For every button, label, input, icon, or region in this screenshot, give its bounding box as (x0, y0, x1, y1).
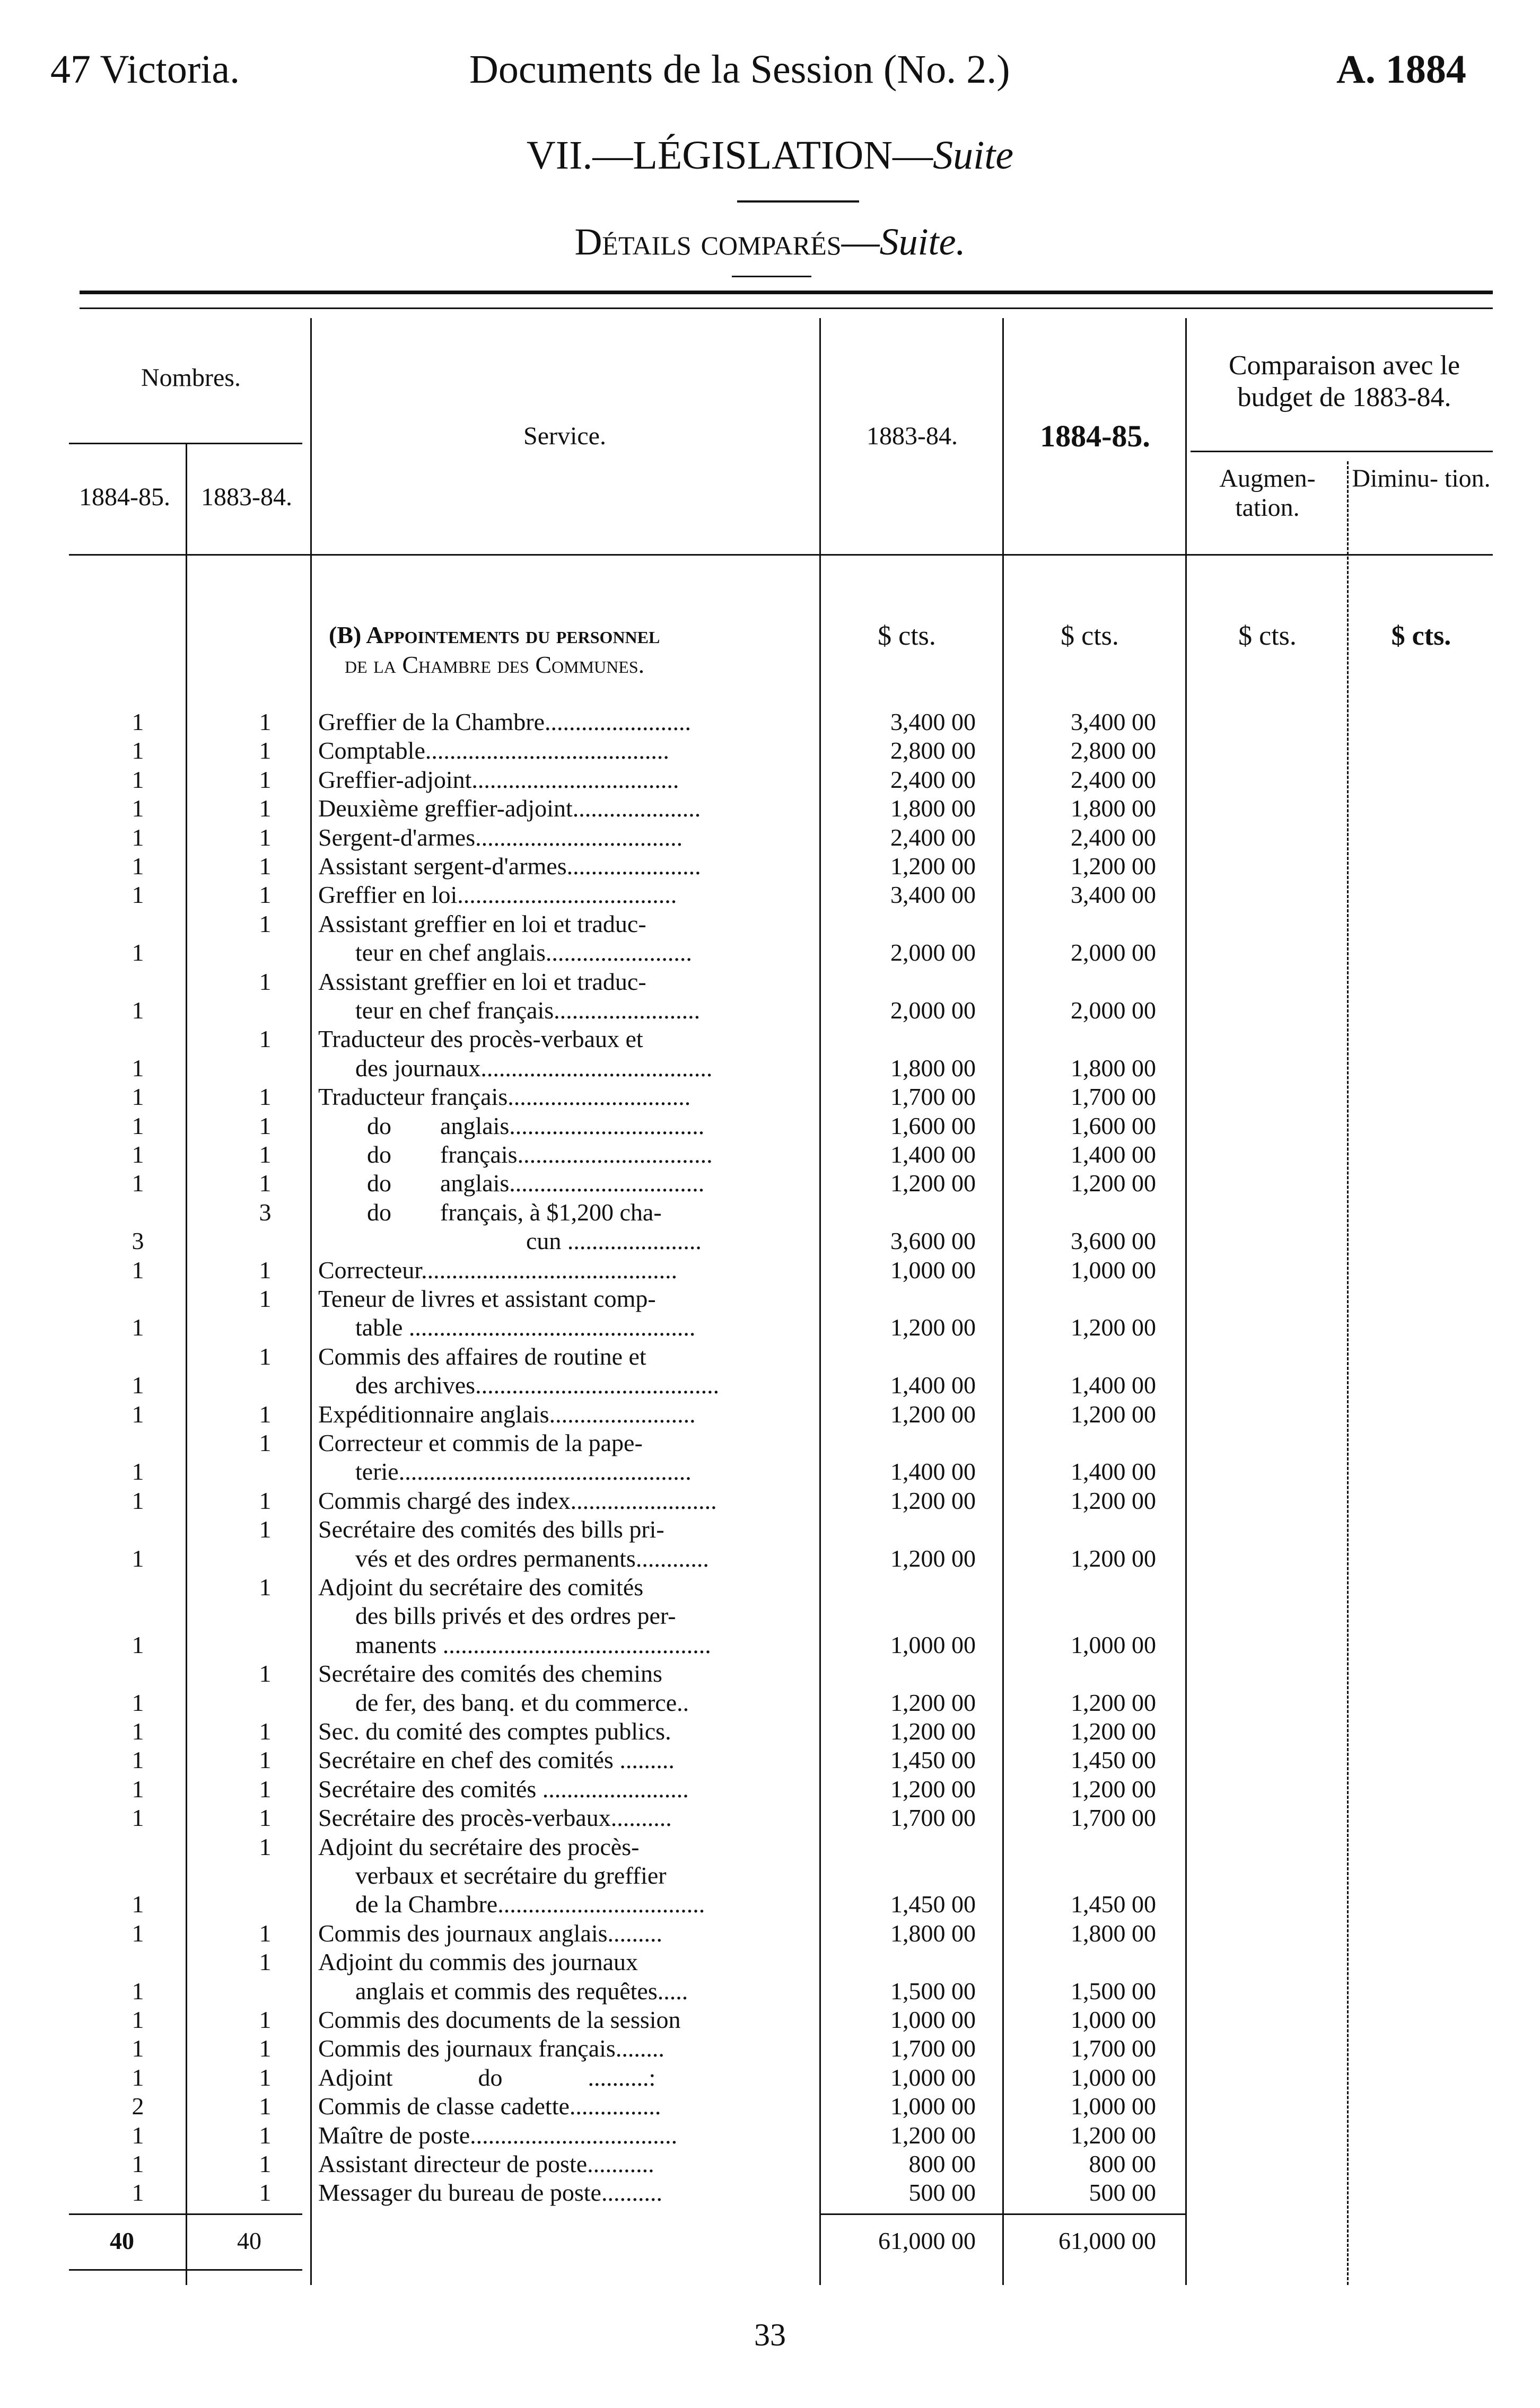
nombre-1883-84: 1 (259, 2006, 272, 2033)
amount-1884-85: 1,200 00 (1071, 1487, 1156, 1514)
table-top-rule (80, 291, 1493, 294)
service-label: Commis des journaux anglais......... (318, 1919, 663, 1947)
amount-1883-84: 2,400 00 (890, 823, 976, 851)
service-label: Assistant greffier en loi et traduc- (318, 910, 646, 937)
nombre-1884-85: 1 (132, 1141, 144, 1168)
nombre-1884-85: 1 (132, 1372, 144, 1399)
header-session-year: 47 Victoria. (50, 47, 240, 92)
service-label: Greffier-adjoint.................................. (318, 766, 679, 793)
unit-1883: $ cts. (878, 621, 936, 651)
comparaison-rule (1191, 451, 1493, 452)
amount-1883-84: 1,700 00 (890, 1083, 976, 1111)
amount-1884-85: 2,400 00 (1071, 766, 1156, 793)
col-nombres-1884: 1884-85. (79, 483, 170, 511)
service-label: Correcteur.......................................... (318, 1256, 678, 1284)
nombre-1883-84: 1 (259, 1083, 272, 1111)
nombre-1884-85: 1 (132, 1112, 144, 1139)
nombre-1884-85: 3 (132, 1227, 144, 1255)
amount-1883-84: 1,400 00 (890, 1141, 976, 1168)
service-label: Adjoint du commis des journaux (318, 1948, 638, 1976)
unit-augmentation: $ cts. (1238, 621, 1297, 651)
col-nombres-1883: 1883-84. (201, 483, 292, 511)
amount-1884-85: 1,400 00 (1071, 1458, 1156, 1486)
header-bottom-rule (69, 554, 1493, 556)
nombre-1883-84: 1 (259, 1429, 272, 1456)
amount-1883-84: 1,700 00 (890, 2035, 976, 2062)
nombre-1883-84: 1 (259, 968, 272, 995)
service-label: Assistant greffier en loi et traduc- (318, 968, 646, 995)
amount-1884-85: 1,450 00 (1071, 1891, 1156, 1918)
service-label: Maître de poste.................................. (318, 2121, 678, 2149)
total-nombres-1883: 40 (237, 2227, 261, 2254)
amount-1884-85: 3,600 00 (1071, 1227, 1156, 1255)
amount-1883-84: 3,600 00 (890, 1227, 976, 1255)
nombre-1883-84: 1 (259, 1718, 272, 1745)
nombre-1883-84: 1 (259, 708, 272, 735)
col-diminution: Diminu- tion. (1352, 464, 1491, 493)
nombre-1884-85: 1 (132, 881, 144, 909)
nombre-1883-84: 1 (259, 1487, 272, 1514)
nombre-1884-85: 1 (132, 1487, 144, 1514)
amount-1883-84: 1,200 00 (890, 1400, 976, 1428)
amount-1884-85: 3,400 00 (1071, 708, 1156, 735)
unit-1884: $ cts. (1061, 621, 1119, 651)
service-label: do français................................ (318, 1141, 713, 1168)
nombre-1883-84: 1 (259, 1285, 272, 1312)
amount-1883-84: 500 00 (908, 2179, 976, 2207)
nombre-1883-84: 3 (259, 1198, 272, 1226)
service-label: Greffier en loi.................................... (318, 881, 677, 909)
nombre-1884-85: 1 (132, 2035, 144, 2062)
nombre-1883-84: 1 (259, 2093, 272, 2120)
amount-1884-85: 1,600 00 (1071, 1112, 1156, 1139)
amount-1884-85: 2,000 00 (1071, 996, 1156, 1024)
nombre-1884-85: 1 (132, 2179, 144, 2207)
nombre-1883-84: 1 (259, 1746, 272, 1774)
nombre-1884-85: 1 (132, 2006, 144, 2033)
amount-1884-85: 1,500 00 (1071, 1977, 1156, 2005)
nombre-1883-84: 1 (259, 1660, 272, 1688)
amount-1884-85: 1,200 00 (1071, 1544, 1156, 1572)
nombre-1883-84: 1 (259, 1025, 272, 1053)
service-label: vés et des ordres permanents............ (355, 1544, 709, 1572)
amount-1883-84: 1,000 00 (890, 1631, 976, 1658)
nombre-1884-85: 1 (132, 795, 144, 822)
service-label: teur en chef français........................ (355, 996, 701, 1024)
nombre-1884-85: 1 (132, 1054, 144, 1082)
total-1883-84: 61,000 00 (878, 2227, 976, 2254)
nombre-1884-85: 1 (132, 1977, 144, 2005)
amount-1884-85: 1,800 00 (1071, 795, 1156, 822)
service-label: cun ...................... (355, 1227, 702, 1255)
amount-1884-85: 1,200 00 (1071, 2121, 1156, 2149)
sub-title: Détails comparés—Suite. (574, 221, 966, 263)
amount-1883-84: 1,200 00 (890, 1689, 976, 1716)
amount-1884-85: 2,800 00 (1071, 737, 1156, 764)
amount-1883-84: 1,000 00 (890, 1256, 976, 1284)
nombre-1883-84: 1 (259, 2121, 272, 2149)
nombre-1883-84: 1 (259, 2063, 272, 2091)
nombre-1884-85: 1 (132, 1170, 144, 1197)
nombre-1883-84: 1 (259, 2035, 272, 2062)
nombre-1883-84: 1 (259, 1775, 272, 1803)
col-1883-84: 1883-84. (867, 422, 958, 450)
amount-1883-84: 2,800 00 (890, 737, 976, 764)
amount-1884-85: 1,200 00 (1071, 1170, 1156, 1197)
amount-1883-84: 3,400 00 (890, 881, 976, 909)
service-label: Secrétaire en chef des comités ......... (318, 1746, 675, 1774)
nombre-1884-85: 1 (132, 1919, 144, 1947)
nombre-1883-84: 1 (259, 1516, 272, 1543)
nombre-1884-85: 1 (132, 1804, 144, 1832)
amount-1884-85: 1,200 00 (1071, 853, 1156, 880)
amount-1884-85: 1,700 00 (1071, 1083, 1156, 1111)
nombre-1884-85: 1 (132, 2150, 144, 2177)
amount-1884-85: 1,200 00 (1071, 1718, 1156, 1745)
totals-bottom-rule (69, 2269, 302, 2271)
amount-1883-84: 1,800 00 (890, 1919, 976, 1947)
amount-1883-84: 1,200 00 (890, 2121, 976, 2149)
nombre-1884-85: 1 (132, 2063, 144, 2091)
amount-1883-84: 1,000 00 (890, 2063, 976, 2091)
service-label: des bills privés et des ordres per- (355, 1602, 676, 1630)
amount-1883-84: 1,200 00 (890, 1718, 976, 1745)
service-label: Sec. du comité des comptes publics. (318, 1718, 671, 1745)
amount-1884-85: 1,200 00 (1071, 1689, 1156, 1716)
amount-1883-84: 1,200 00 (890, 853, 976, 880)
nombre-1884-85: 1 (132, 766, 144, 793)
totals-rule-amt (819, 2213, 1185, 2215)
amount-1884-85: 1,200 00 (1071, 1775, 1156, 1803)
amount-1884-85: 500 00 (1089, 2179, 1156, 2207)
service-label: terie................................................ (355, 1458, 692, 1486)
vrule-1884 (1002, 318, 1004, 2285)
service-label: manents ............................................ (355, 1631, 711, 1658)
nombre-1883-84: 1 (259, 1342, 272, 1370)
nombre-1883-84: 1 (259, 1833, 272, 1860)
service-label: Secrétaire des procès-verbaux.......... (318, 1804, 672, 1832)
amount-1884-85: 1,200 00 (1071, 1314, 1156, 1341)
amount-1883-84: 1,000 00 (890, 2093, 976, 2120)
subtitle-rule (732, 276, 811, 277)
nombre-1884-85: 1 (132, 823, 144, 851)
amount-1883-84: 2,000 00 (890, 996, 976, 1024)
nombre-1883-84: 1 (259, 766, 272, 793)
service-label: Secrétaire des comités des bills pri- (318, 1516, 664, 1543)
nombre-1884-85: 1 (132, 1083, 144, 1111)
section-title: VII.—LÉGISLATION—Suite (526, 133, 1014, 178)
nombre-1884-85: 1 (132, 1746, 144, 1774)
service-label: Teneur de livres et assistant comp- (318, 1285, 656, 1312)
nombre-1883-84: 1 (259, 1804, 272, 1832)
col-nombres: Nombres. (141, 364, 241, 392)
amount-1884-85: 1,200 00 (1071, 1400, 1156, 1428)
amount-1883-84: 1,500 00 (890, 1977, 976, 2005)
amount-1883-84: 1,450 00 (890, 1891, 976, 1918)
vrule-aug (1185, 318, 1187, 2285)
amount-1883-84: 1,200 00 (890, 1487, 976, 1514)
amount-1883-84: 1,400 00 (890, 1372, 976, 1399)
nombre-1884-85: 1 (132, 1400, 144, 1428)
nombre-1884-85: 1 (132, 996, 144, 1024)
vrule-n (186, 443, 187, 2285)
service-label: des archives........................................ (355, 1372, 720, 1399)
amount-1884-85: 1,000 00 (1071, 2093, 1156, 2120)
table-top-rule-thin (80, 307, 1493, 309)
service-label: Traducteur des procès-verbaux et (318, 1025, 643, 1053)
service-label: Messager du bureau de poste.......... (318, 2179, 662, 2207)
nombre-1883-84: 1 (259, 2150, 272, 2177)
nombre-1883-84: 1 (259, 1141, 272, 1168)
nombre-1883-84: 1 (259, 853, 272, 880)
header-year-code: A. 1884 (1336, 47, 1466, 92)
amount-1884-85: 1,000 00 (1071, 2063, 1156, 2091)
amount-1884-85: 1,400 00 (1071, 1141, 1156, 1168)
service-label: Assistant directeur de poste........... (318, 2150, 654, 2177)
header-document-title: Documents de la Session (No. 2.) (469, 47, 1010, 92)
vrule-1883 (819, 318, 821, 2285)
vrule-service (310, 318, 312, 2285)
service-label: table ............................................... (355, 1314, 696, 1341)
nombre-1883-84: 1 (259, 1574, 272, 1601)
service-label: Assistant sergent-d'armes...................... (318, 853, 701, 880)
service-label: Commis des documents de la session (318, 2006, 681, 2033)
nombre-1884-85: 1 (132, 1718, 144, 1745)
nombre-1884-85: 1 (132, 708, 144, 735)
section-heading: (B) Appointements du personnel de la Chambre des Communes. (329, 621, 660, 678)
amount-1884-85: 800 00 (1089, 2150, 1156, 2177)
col-service: Service. (523, 422, 606, 450)
amount-1884-85: 2,400 00 (1071, 823, 1156, 851)
nombre-1884-85: 1 (132, 1891, 144, 1918)
amount-1884-85: 1,700 00 (1071, 2035, 1156, 2062)
nombre-1883-84: 1 (259, 1919, 272, 1947)
service-label: Adjoint do ..........: (318, 2063, 656, 2091)
totals-rule-n (69, 2213, 302, 2215)
nombre-1883-84: 1 (259, 2179, 272, 2207)
service-label: Sergent-d'armes.................................. (318, 823, 683, 851)
amount-1883-84: 1,800 00 (890, 795, 976, 822)
service-label: anglais et commis des requêtes..... (355, 1977, 688, 2005)
amount-1884-85: 1,000 00 (1071, 1631, 1156, 1658)
nombre-1883-84: 1 (259, 881, 272, 909)
amount-1883-84: 2,000 00 (890, 939, 976, 966)
nombre-1884-85: 1 (132, 737, 144, 764)
nombre-1883-84: 1 (259, 1400, 272, 1428)
service-label: Commis des journaux français........ (318, 2035, 664, 2062)
service-label: Commis chargé des index........................ (318, 1487, 717, 1514)
amount-1883-84: 3,400 00 (890, 708, 976, 735)
col-comparaison: Comparaison avec le budget de 1883-84. (1228, 350, 1460, 412)
service-label: Traducteur français.............................. (318, 1083, 691, 1111)
title-rule (737, 200, 859, 203)
vrule-dim (1347, 461, 1349, 2285)
service-label: Comptable........................................ (318, 737, 669, 764)
service-label: do français, à $1,200 cha- (318, 1198, 662, 1226)
service-label: Commis des affaires de routine et (318, 1342, 646, 1370)
nombre-1883-84: 1 (259, 737, 272, 764)
amount-1883-84: 1,200 00 (890, 1170, 976, 1197)
nombre-1884-85: 1 (132, 1314, 144, 1341)
total-1884-85: 61,000 00 (1058, 2227, 1156, 2254)
nombre-1883-84: 1 (259, 1170, 272, 1197)
service-label: Adjoint du secrétaire des comités (318, 1574, 644, 1601)
amount-1884-85: 1,400 00 (1071, 1372, 1156, 1399)
col-1884-85: 1884-85. (1040, 419, 1150, 453)
amount-1883-84: 1,200 00 (890, 1544, 976, 1572)
amount-1884-85: 1,000 00 (1071, 1256, 1156, 1284)
nombre-1883-84: 1 (259, 823, 272, 851)
amount-1883-84: 1,450 00 (890, 1746, 976, 1774)
nombre-1884-85: 1 (132, 1689, 144, 1716)
nombre-1884-85: 1 (132, 1458, 144, 1486)
amount-1883-84: 1,600 00 (890, 1112, 976, 1139)
nombre-1883-84: 1 (259, 910, 272, 937)
amount-1883-84: 1,400 00 (890, 1458, 976, 1486)
amount-1884-85: 1,450 00 (1071, 1746, 1156, 1774)
nombre-1884-85: 1 (132, 2121, 144, 2149)
service-label: do anglais................................ (318, 1112, 705, 1139)
nombre-1884-85: 1 (132, 1544, 144, 1572)
nombre-1883-84: 1 (259, 1948, 272, 1976)
amount-1884-85: 1,800 00 (1071, 1919, 1156, 1947)
amount-1884-85: 1,700 00 (1071, 1804, 1156, 1832)
service-label: teur en chef anglais........................ (355, 939, 692, 966)
service-label: Deuxième greffier-adjoint..................... (318, 795, 701, 822)
service-label: Expéditionnaire anglais........................ (318, 1400, 696, 1428)
amount-1883-84: 1,200 00 (890, 1775, 976, 1803)
col-augmentation: Augmen- tation. (1219, 464, 1316, 522)
service-label: do anglais................................ (318, 1170, 705, 1197)
service-label: des journaux...................................... (355, 1054, 713, 1082)
service-label: Greffier de la Chambre........................ (318, 708, 692, 735)
service-label: Secrétaire des comités ........................ (318, 1775, 689, 1803)
amount-1884-85: 1,800 00 (1071, 1054, 1156, 1082)
amount-1883-84: 2,400 00 (890, 766, 976, 793)
nombre-1884-85: 1 (132, 853, 144, 880)
service-label: de la Chambre.................................. (355, 1891, 705, 1918)
nombre-1883-84: 1 (259, 795, 272, 822)
amount-1884-85: 1,000 00 (1071, 2006, 1156, 2033)
total-nombres-1884: 40 (110, 2227, 134, 2254)
service-label: de fer, des banq. et du commerce.. (355, 1689, 689, 1716)
service-label: Commis de classe cadette............... (318, 2093, 661, 2120)
unit-diminution: $ cts. (1391, 621, 1451, 651)
service-label: Secrétaire des comités des chemins (318, 1660, 662, 1688)
nombre-1884-85: 2 (132, 2093, 144, 2120)
nombre-1884-85: 1 (132, 939, 144, 966)
service-label: Adjoint du secrétaire des procès- (318, 1833, 640, 1860)
nombre-1884-85: 1 (132, 1631, 144, 1658)
amount-1883-84: 1,700 00 (890, 1804, 976, 1832)
nombre-1883-84: 1 (259, 1256, 272, 1284)
service-label: verbaux et secrétaire du greffier (355, 1861, 667, 1889)
amount-1884-85: 3,400 00 (1071, 881, 1156, 909)
nombre-1884-85: 1 (132, 1256, 144, 1284)
amount-1883-84: 800 00 (908, 2150, 976, 2177)
amount-1883-84: 1,200 00 (890, 1314, 976, 1341)
amount-1883-84: 1,000 00 (890, 2006, 976, 2033)
amount-1884-85: 2,000 00 (1071, 939, 1156, 966)
page-number: 33 (754, 2317, 786, 2352)
nombre-1883-84: 1 (259, 1112, 272, 1139)
amount-1883-84: 1,800 00 (890, 1054, 976, 1082)
nombre-1884-85: 1 (132, 1775, 144, 1803)
service-label: Correcteur et commis de la pape- (318, 1429, 643, 1456)
